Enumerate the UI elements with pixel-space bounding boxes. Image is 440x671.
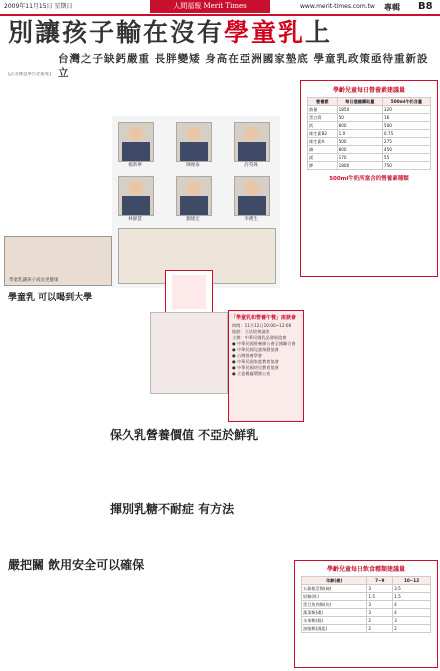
table-cell: 2: [367, 617, 393, 625]
milk-product-photo: [150, 312, 228, 394]
food-row: [302, 593, 431, 601]
article-column-8: [6, 420, 106, 552]
table-cell: 0.75: [382, 130, 430, 138]
seminar-line: ● 中華民國兒童保健協會: [232, 347, 279, 352]
table-cell: 50: [337, 114, 382, 122]
headline-highlight: 學童乳: [224, 18, 306, 47]
subheadline: 台灣之子缺鈣嚴重 長胖變矮 身高在亞洲國家墊底 學童乳政策亟待重新設立: [58, 53, 429, 79]
newspaper-logo: 人間福報 Merit Times: [150, 0, 270, 13]
page-number: B8: [418, 1, 433, 12]
section-label: 專輯: [384, 3, 400, 12]
nutrition-table: [307, 97, 431, 170]
article-column-2: [172, 72, 294, 112]
table-cell: 450: [382, 146, 430, 154]
seminar-line: ● 中華民國家庭教育協會: [232, 359, 279, 364]
table-cell: 275: [382, 138, 430, 146]
seminar-title: 「學童乳和營養午餐」座談會: [231, 315, 297, 321]
issue-date: 2009年11月15日 星期日: [4, 3, 73, 10]
nutrition-row: [308, 122, 431, 130]
table-cell: 1.5: [393, 593, 431, 601]
table-cell: 4: [393, 609, 431, 617]
section-heading-school-milk: 學童乳 可以喝到大學: [8, 293, 93, 303]
table-cell: 3: [367, 609, 393, 617]
article-column-6: [108, 518, 298, 554]
speaker-name: 劉建宏: [186, 217, 200, 222]
seminar-line: 地點：立法院會議室: [232, 329, 270, 334]
family-photo-caption: 學童乳讓孩子成長更健康: [9, 278, 59, 283]
table-cell: 55: [382, 154, 430, 162]
family-photo: [4, 236, 112, 286]
table-cell: 鎂: [308, 154, 338, 162]
food-row: [302, 609, 431, 617]
section-heading-nutrition: 保久乳營養價值 不亞於鮮乳: [110, 428, 259, 442]
speaker-name: 李禮生: [244, 217, 258, 222]
food-row: [302, 617, 431, 625]
table-cell: 水果類(個): [302, 617, 367, 625]
article-column-7: [6, 574, 290, 666]
table-cell: 3: [367, 601, 393, 609]
seminar-line: ● 立委楊麗環辦公室: [232, 371, 271, 376]
daily-food-chart-title: 學齡兒童每日飲食種類建議量: [326, 566, 405, 573]
table-cell: 熱量: [308, 106, 338, 114]
table-cell: 1800: [337, 162, 382, 170]
article-column-3: [300, 282, 436, 306]
table-cell: 500: [337, 138, 382, 146]
food-row: [302, 601, 431, 609]
table-cell: 500: [382, 122, 430, 130]
article-column-9: [300, 426, 436, 556]
table-cell: 奶類(杯): [302, 593, 367, 601]
headline-part1: 別讓孩子輸在沒有: [8, 18, 225, 47]
table-cell: 鉀: [308, 162, 338, 170]
table-cell: 1850: [337, 106, 382, 114]
daily-food-chart: [294, 560, 438, 668]
food-row: [302, 625, 431, 633]
seminar-line: 主辦：中華民國乳品發展協會: [232, 335, 287, 340]
table-cell: 3.5: [393, 585, 431, 593]
speaker-name: 陳俊泰: [186, 163, 200, 168]
table-cell: 蔬菜類(碟): [302, 609, 367, 617]
table-cell: 蛋白質: [308, 114, 338, 122]
nutrition-chart: [300, 80, 438, 277]
main-headline: [8, 18, 432, 48]
seminar-info-box: [228, 310, 304, 422]
nutrition-chart-title: 學齡兒童每日營養素建議量: [332, 87, 405, 94]
nutrition-row: [308, 162, 431, 170]
food-header: 10~12: [393, 577, 431, 585]
table-cell: 16: [382, 114, 430, 122]
table-cell: 五穀根莖類(碗): [302, 585, 367, 593]
section-heading-safety: 嚴把關 飲用安全可以確保: [8, 558, 145, 572]
nutrition-row: [308, 130, 431, 138]
table-cell: 1.0: [337, 130, 382, 138]
seminar-line: ● 台灣營養學會: [232, 353, 263, 358]
section-heading-bone: 揮別乳糖不耐症 有方法: [110, 502, 235, 516]
speaker-photo: [176, 176, 212, 216]
speaker-photo: [118, 176, 154, 216]
nutrition-row: [308, 114, 431, 122]
daily-food-table: [301, 576, 431, 633]
speaker-photo: [234, 176, 270, 216]
food-row: [302, 585, 431, 593]
table-cell: 320: [382, 106, 430, 114]
milk-carton-illustration: [165, 270, 213, 314]
table-cell: 2: [393, 625, 431, 633]
speaker-photo: [176, 122, 212, 162]
speaker-photo: [234, 122, 270, 162]
table-cell: 鈣: [308, 122, 338, 130]
table-cell: 4: [393, 601, 431, 609]
speaker-name: 許英珠: [244, 163, 258, 168]
seminar-line: ● 中華民國幼兒教育協會: [232, 365, 279, 370]
article-column-1: [6, 72, 106, 234]
table-cell: 3: [367, 585, 393, 593]
table-cell: 維生素A: [308, 138, 338, 146]
table-cell: 維生素B2: [308, 130, 338, 138]
table-cell: 170: [337, 154, 382, 162]
table-cell: 800: [337, 146, 382, 154]
article-column-5: [108, 444, 298, 500]
nutrition-row: [308, 154, 431, 162]
table-cell: 3: [393, 617, 431, 625]
speaker-name: 楊新華: [128, 163, 142, 168]
seminar-line: ● 中華民國營養師公會全國聯合會: [232, 341, 296, 346]
site-url[interactable]: www.merit-times.com.tw: [300, 3, 375, 10]
headline-part3: 上: [305, 18, 333, 47]
speaker-name: 林靜慧: [128, 217, 142, 222]
table-cell: 蛋豆魚肉類(份): [302, 601, 367, 609]
nutrition-header: 營養素: [308, 98, 338, 106]
nutrition-header: 500ml牛奶含量: [382, 98, 430, 106]
table-cell: 800: [337, 122, 382, 130]
seminar-line: 時間：11月12日10:00~12:00: [232, 323, 292, 328]
food-header: 年齡(歲): [302, 577, 367, 585]
table-cell: 750: [382, 162, 430, 170]
nutrition-header: 每日建議攝取量: [337, 98, 382, 106]
nutrition-row: [308, 106, 431, 114]
nutrition-row: [308, 146, 431, 154]
table-cell: 磷: [308, 146, 338, 154]
table-cell: 2: [367, 625, 393, 633]
speakers-photo-grid: [112, 116, 280, 288]
nutrition-chart-subtitle: 500ml牛奶所富含的營養素種類: [329, 176, 409, 182]
nutrition-row: [308, 138, 431, 146]
byline: 【記者陳慧華台北報導】: [6, 72, 54, 77]
speaker-photo: [118, 122, 154, 162]
article-column-4: [6, 304, 106, 416]
food-header: 7~9: [367, 577, 393, 585]
table-cell: 油脂類(湯匙): [302, 625, 367, 633]
table-cell: 1.5: [367, 593, 393, 601]
